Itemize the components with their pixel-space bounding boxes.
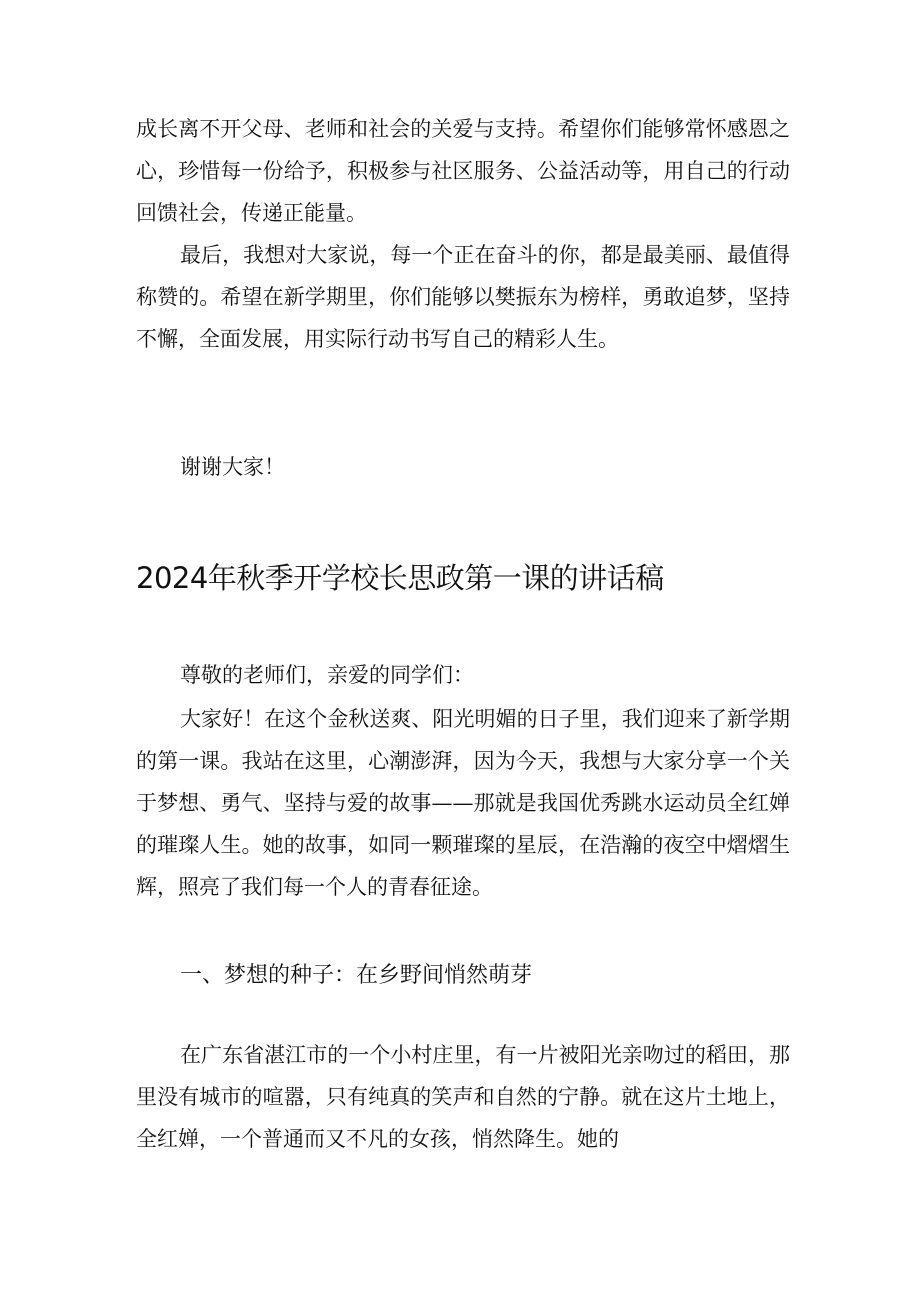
paragraph-closing-wish: 最后，我想对大家说，每一个正在奋斗的你，都是最美丽、最值得称赞的。希望在新学期里，你们能够以樊振东为榜样，勇敢追梦，坚持不懈，全面发展，用实际行动书写自己的精彩人生。 xyxy=(136,243,790,351)
paragraph-gratitude: 成长离不开父母、老师和社会的关爱与支持。希望你们能够常怀感恩之心，珍惜每一份给予，积极参与社区服务、公益活动等，用自己的行动回馈社会，传递正能量。 xyxy=(136,117,790,225)
paragraph-greeting: 尊敬的老师们，亲爱的同学们： xyxy=(180,663,474,687)
document-title: 2024年秋季开学校长思政第一课的讲话稿 xyxy=(136,561,664,595)
paragraph-intro: 大家好！在这个金秋送爽、阳光明媚的日子里，我们迎来了新学期的第一课。我站在这里，心潮澎湃，因为今天，我想与大家分享一个关于梦想、勇气、坚持与爱的故事——那就是我国优秀跳水运动员全红婵的璀璨人生。她的故事，如同一颗璀璨的星辰，在浩瀚的夜空中熠熠生辉，照亮了我们每一个人的青春征途。 xyxy=(136,707,790,899)
paragraph-thanks: 谢谢大家！ xyxy=(180,455,285,479)
section-heading: 一、梦想的种子：在乡野间悄然萌芽 xyxy=(180,963,533,988)
paragraph-section-body: 在广东省湛江市的一个小村庄里，有一片被阳光亲吻过的稻田，那里没有城市的喧嚣，只有纯真的笑声和自然的宁静。就在这片土地上，全红婵，一个普通而又不凡的女孩，悄然降生。她的 xyxy=(136,1043,790,1151)
